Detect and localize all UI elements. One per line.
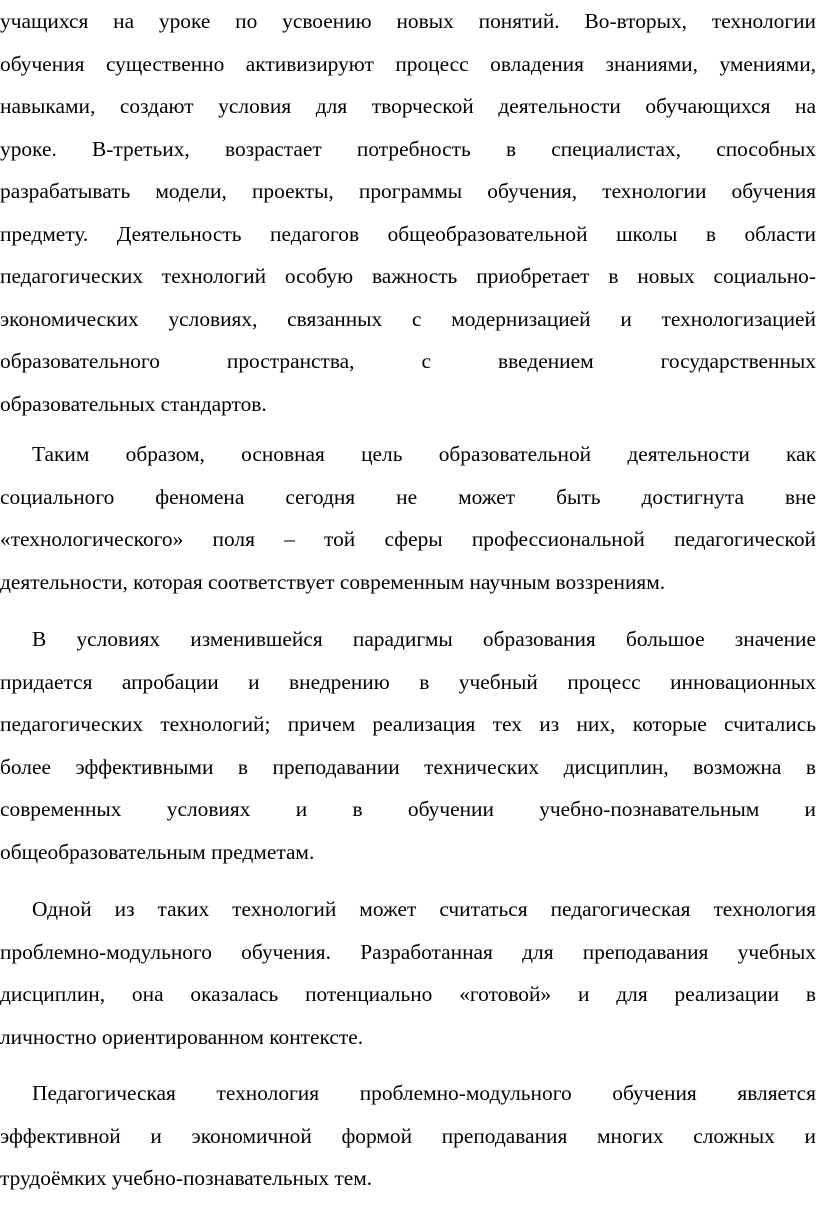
text-line: эффективной и экономичной формой преподавания многих сложных и	[0, 1123, 816, 1148]
text-line: современных условиях и в обучении учебно-познавательным и	[0, 797, 816, 821]
text-line: деятельности, которая соответствует современным научным воззрениям.	[0, 569, 666, 594]
text-line: проблемно-модульного обучения. Разработанная для преподавания учебных	[0, 939, 816, 964]
text-line: разрабатывать модели, проекты, программы обучения, технологии обучения	[0, 179, 816, 203]
text-line: навыками, создают условия для творческой деятельности обучающихся на	[0, 94, 816, 118]
text-line: придается апробации и внедрению в учебный процесс инновационных	[0, 669, 816, 694]
text-line: В условиях изменившейся парадигмы образования большое значение	[32, 627, 816, 651]
text-line: экономических условиях, связанных с модернизацией и технологизацией	[0, 306, 816, 331]
text-line: уроке. В-третьих, возрастает потребность в специалистах, способных	[0, 136, 816, 161]
text-line: образовательного пространства, с введением государственных	[0, 349, 816, 373]
text-line: обучения существенно активизируют процесс овладения знаниями, умениями,	[0, 51, 816, 76]
paragraph-5	[0, 1072, 816, 1200]
paragraph-4	[0, 888, 816, 1058]
text-line: более эффективными в преподавании технических дисциплин, возможна в	[0, 754, 816, 779]
text-line: учащихся на уроке по усвоению новых понятий. Во-вторых, технологии	[0, 9, 816, 33]
text-line: дисциплин, она оказалась потенциально «готовой» и для реализации в	[0, 982, 816, 1006]
paragraph-2	[0, 433, 816, 603]
paragraph-3	[0, 618, 816, 873]
text-line: педагогических технологий; причем реализация тех из них, которые считались	[0, 712, 816, 736]
text-line: личностно ориентированном контексте.	[0, 1024, 364, 1049]
text-line: «технологического» поля – той сферы профессиональной педагогической	[0, 527, 816, 551]
text-line: образовательных стандартов.	[0, 391, 267, 416]
paragraph-1	[0, 0, 816, 425]
text-line: педагогических технологий особую важность приобретает в новых социально-	[0, 264, 816, 288]
text-line: Педагогическая технология проблемно-модульного обучения является	[32, 1081, 816, 1105]
text-line: Одной из таких технологий может считаться педагогическая технология	[32, 897, 816, 921]
text-line: социального феномена сегодня не может быть достигнута вне	[0, 484, 816, 509]
text-line: предмету. Деятельность педагогов общеобразовательной школы в области	[0, 221, 816, 246]
text-line: общеобразовательным предметам.	[0, 839, 315, 864]
text-line: Таким образом, основная цель образовательной деятельности как	[32, 442, 816, 466]
text-line: трудоёмких учебно-познавательных тем.	[0, 1166, 373, 1190]
